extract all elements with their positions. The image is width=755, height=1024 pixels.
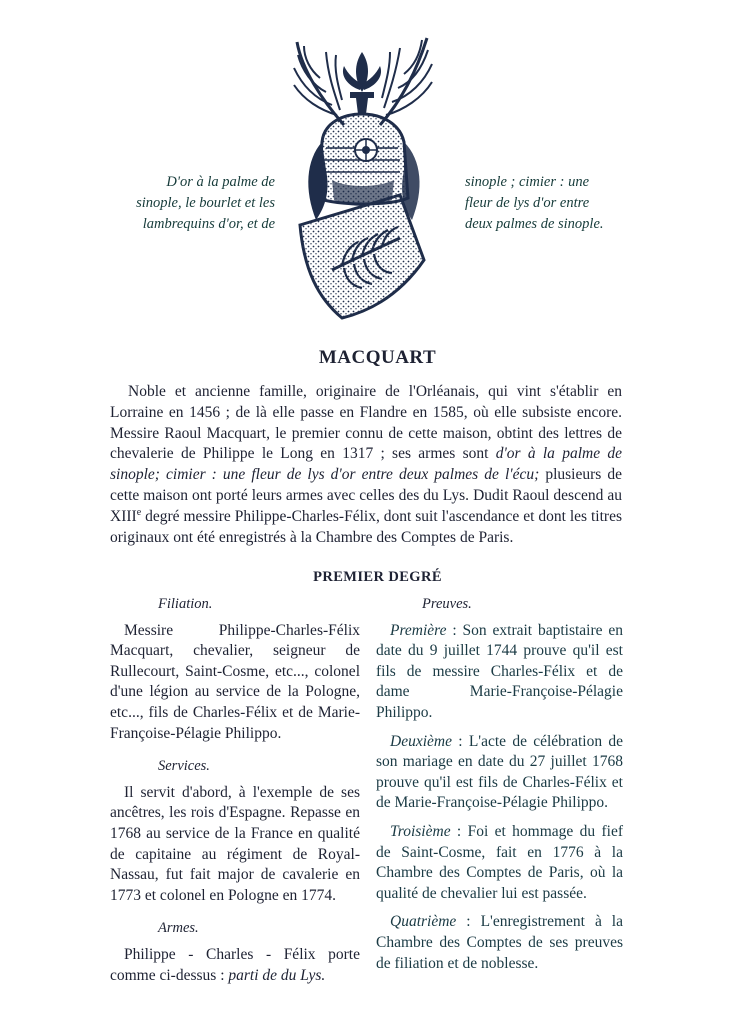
blazon-left-line-3: lambrequins d'or, et de <box>142 216 275 232</box>
left-column <box>110 594 360 994</box>
section-title: PREMIER DEGRÉ <box>313 569 442 585</box>
proof-label: Quatrième <box>390 913 457 931</box>
intro-part-2: plusieurs de cette maison ont porté leurs armes avec celles des du Lys. Dudit Raoul descend au XIII <box>110 466 622 525</box>
blazon-right <box>465 172 625 235</box>
intro-text <box>110 382 622 548</box>
services-text: Il servit d'abord, à l'exemple de ses ancêtres, les rois d'Espagne. Repasse en 1768 au service de la France en qualité de capitaine au régiment de Royal-Nassau, fut fait major de cavalerie en 1773 et colonel en Pologne en 1774. <box>110 783 360 904</box>
proof-item <box>376 912 623 974</box>
intro-part-1: Noble et ancienne famille, originaire de l'Orléanais, qui vint s'établir en Lorraine en 1456 ; de là elle passe en Flandre en 1585, où elle subsiste encore. Messire Raoul Macquart, le premier connu de cette maison, obtint des lettres de chevalerie de Philippe le Long en 1317 ; ses armes sont <box>110 383 622 463</box>
right-column <box>376 594 623 982</box>
proof-label: Troisième <box>390 822 451 840</box>
blazon-left-line-1: D'or à la palme de <box>166 174 275 190</box>
blazon-left <box>100 172 275 235</box>
preuves-heading: Preuves. <box>422 596 472 612</box>
page-title: MACQUART <box>318 347 437 368</box>
blazon-right-line-2: fleur de lys d'or entre <box>465 195 590 211</box>
intro-paragraph <box>110 382 622 548</box>
coat-of-arms-illustration <box>282 30 442 322</box>
left-palm-icon <box>294 42 344 125</box>
armes-text-plain: Philippe - Charles - Félix porte comme ci-dessus : <box>110 945 360 984</box>
proof-item <box>376 822 623 904</box>
armes-text <box>110 945 360 986</box>
services-heading: Services. <box>158 758 210 775</box>
intro-part-3: degré messire Philippe-Charles-Félix, dont suit l'ascendance et dont les titres originaux ont été enregistrés à la Chambre des Comptes de Paris. <box>110 507 622 546</box>
filiation-heading: Filiation. <box>158 596 213 612</box>
proof-label: Deuxième <box>390 732 452 750</box>
proof-text: : L'acte de célébration de son mariage en date du 27 juillet 1768 prouve qu'il est fils de Charles-Félix et de Marie-Françoise-Pélagie Philippo. <box>376 732 623 812</box>
blazon-right-line-3: deux palmes de sinople. <box>465 216 604 232</box>
blazon-right-line-1: sinople ; cimier : une <box>465 174 590 190</box>
proof-item <box>376 732 623 814</box>
proof-item <box>376 621 623 724</box>
blazon-left-line-2: sinople, le bourlet et les <box>136 195 275 211</box>
intro-superscript: e <box>136 506 142 518</box>
proof-label: Première <box>390 621 447 639</box>
proof-text: : Son extrait baptistaire en date du 9 juillet 1744 prouve qu'il est fils de messire Charles-Félix et de dame Marie-Françoise-Pélagie Philippo. <box>376 621 623 721</box>
filiation-text: Messire Philippe-Charles-Félix Macquart, chevalier, seigneur de Rullecourt, Saint-Cosme, etc..., colonel d'une légion au service de la Pologne, etc..., fils de Charles-Félix et de Marie-Françoise-Pélagie Philippo. <box>110 621 360 742</box>
intro-arms-italic: d'or à la palme de sinople; cimier : une fleur de lys d'or entre deux palmes de l'écu; <box>110 445 622 484</box>
armes-heading: Armes. <box>158 920 199 937</box>
proof-text: : L'enregistrement à la Chambre des Comptes de ses preuves de filiation et de noblesse. <box>376 913 623 972</box>
armes-text-italic: parti de du Lys. <box>228 966 326 984</box>
proof-text: : Foi et hommage du fief de Saint-Cosme, fait en 1776 à la Chambre des Comptes de Paris, où la qualité de chevalier lui est passée. <box>376 822 623 902</box>
right-palm-icon <box>380 38 432 125</box>
fleur-de-lys-icon <box>343 52 381 114</box>
